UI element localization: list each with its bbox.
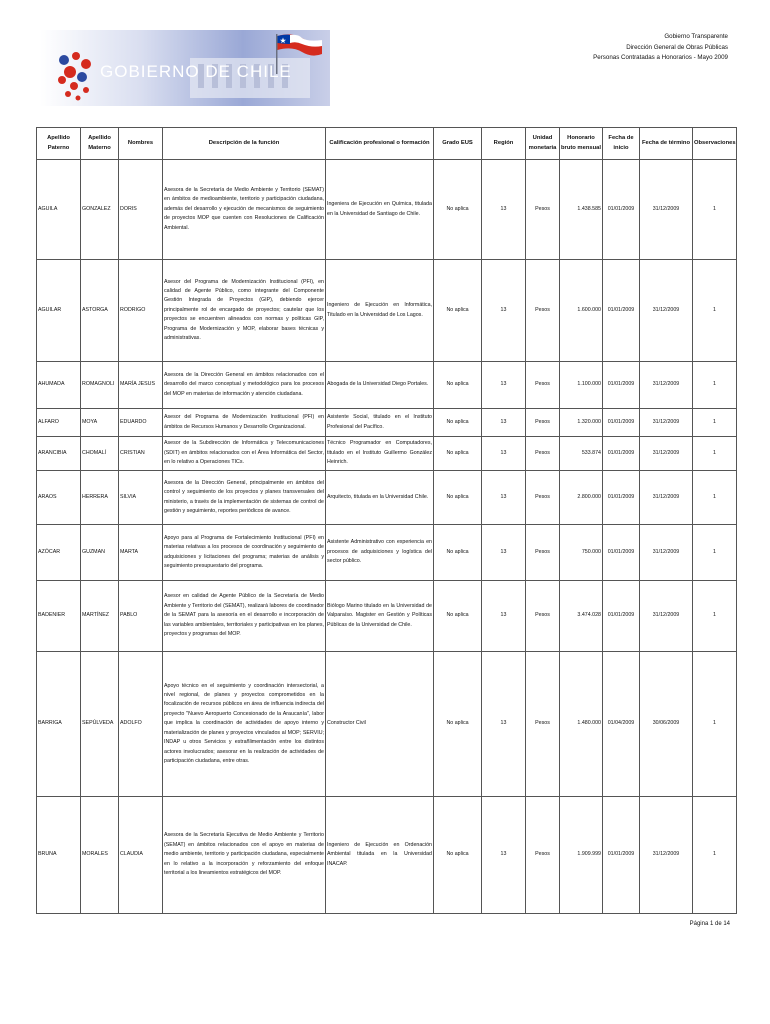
fecha-inicio-cell: 01/01/2009 [603,362,640,409]
honorario-cell: 1.100.000 [560,362,603,409]
calificacion-cell: Arquitecto, titulada en la Universidad Chile. [326,471,434,525]
grado-cell: No aplica [434,260,482,362]
apellido-materno-cell: GUZMAN [81,525,119,581]
column-header: Descripción de la función [163,128,326,160]
table-row [37,260,737,362]
region-cell: 13 [482,362,526,409]
honorario-cell: 3.474.028 [560,581,603,652]
honorario-cell: 1.320.000 [560,409,603,437]
observaciones-cell: 1 [693,581,737,652]
column-header: Fecha de inicio [603,128,640,160]
funcion-cell: Asesora de la Secretaría de Medio Ambiente y Territorio (SEMAT) en ámbitos de medioambiente, territorio y participación ciudadana, además del desarrollo y ejecución de mecanismos de seguimiento de proyectos MOP que cuenten con Resoluciones de Calificación Ambiental. [163,160,326,260]
unidad-cell: Pesos [526,525,560,581]
honorario-cell: 750.000 [560,525,603,581]
fecha-termino-cell: 31/12/2009 [640,362,693,409]
calificacion-cell: Constructor Civil [326,652,434,797]
column-header: Unidad monetaria [526,128,560,160]
calificacion-cell: Ingeniero de Ejecución en Ordenación Ambiental titulada en la Universidad INACAP. [326,797,434,914]
observaciones-cell: 1 [693,260,737,362]
observaciones-cell: 1 [693,362,737,409]
funcion-cell: Asesor del Programa de Modernización Institucional (PFI) en ámbitos de Recursos Humanos y Desarrollo Organizacional. [163,409,326,437]
apellido-materno-cell: ROMAGNOLI [81,362,119,409]
apellido-materno-cell: CHOMALÍ [81,437,119,471]
fecha-inicio-cell: 01/01/2009 [603,437,640,471]
nombres-cell: ADOLFO [119,652,163,797]
table-row [37,437,737,471]
nombres-cell: EDUARDO [119,409,163,437]
grado-cell: No aplica [434,160,482,260]
observaciones-cell: 1 [693,471,737,525]
header-row [37,128,737,160]
column-header: Calificación profesional o formación [326,128,434,160]
observaciones-cell: 1 [693,525,737,581]
region-cell: 13 [482,160,526,260]
grado-cell: No aplica [434,525,482,581]
nombres-cell: DORIS [119,160,163,260]
fecha-inicio-cell: 01/01/2009 [603,525,640,581]
honorario-cell: 533.874 [560,437,603,471]
honorario-cell: 2.800.000 [560,471,603,525]
column-header: Apellido Materno [81,128,119,160]
funcion-cell: Apoyo para al Programa de Fortalecimiento Institucional (PFI) en materias relativas a los procesos de coordinación y seguimiento de adquisiciones y licitaciones del programa; materias de análisis y seguimiento presupuestario del programa. [163,525,326,581]
apellido-materno-cell: MORALES [81,797,119,914]
column-header: Nombres [119,128,163,160]
fecha-termino-cell: 31/12/2009 [640,260,693,362]
nombres-cell: CLAUDIA [119,797,163,914]
apellido-materno-cell: MOYA [81,409,119,437]
grado-cell: No aplica [434,437,482,471]
region-cell: 13 [482,260,526,362]
fecha-inicio-cell: 01/01/2009 [603,160,640,260]
calificacion-cell: Abogada de la Universidad Diego Portales. [326,362,434,409]
column-header: Honorario bruto mensual [560,128,603,160]
unidad-cell: Pesos [526,437,560,471]
logo-text: GOBIERNO DE CHILE [100,62,292,81]
fecha-termino-cell: 31/12/2009 [640,525,693,581]
personnel-table [36,127,737,914]
header-line-3: Personas Contratadas a Honorarios - Mayo 2009 [593,54,728,61]
region-cell: 13 [482,471,526,525]
nombres-cell: PABLO [119,581,163,652]
observaciones-cell: 1 [693,437,737,471]
unidad-cell: Pesos [526,409,560,437]
apellido-materno-cell: MARTÍNEZ [81,581,119,652]
funcion-cell: Asesora de la Secretaría Ejecutiva de Medio Ambiente y Territorio (SEMAT) en ámbitos relacionados con el apoyo en materias de medio ambiente, territorio y participación ciudadana, especialmente en lo relativo a la incorporación y reforzamiento del enfoque territorial a los lineamientos estratégicos del MOP. [163,797,326,914]
unidad-cell: Pesos [526,581,560,652]
honorario-cell: 1.438.585 [560,160,603,260]
fecha-inicio-cell: 01/04/2009 [603,652,640,797]
fecha-inicio-cell: 01/01/2009 [603,409,640,437]
column-header: Región [482,128,526,160]
nombres-cell: RODRIGO [119,260,163,362]
table-row [37,525,737,581]
header-line-1: Gobierno Transparente [664,33,728,40]
calificacion-cell: Biólogo Marino titulado en la Universidad de Valparaíso. Magister en Gestión y Políticas Públicas de la Universidad de Chile. [326,581,434,652]
unidad-cell: Pesos [526,260,560,362]
fecha-termino-cell: 30/06/2009 [640,652,693,797]
funcion-cell: Asesora de la Dirección General en ámbitos relacionados con el desarrollo del marco conceptual y metodológico para los procesos del MOP en materias de información y atención ciudadana. [163,362,326,409]
table-body [37,160,737,914]
header-line-2: Dirección General de Obras Públicas [626,43,728,51]
nombres-cell: MARÍA JESUS [119,362,163,409]
unidad-cell: Pesos [526,160,560,260]
table-row [37,160,737,260]
nombres-cell: MARTA [119,525,163,581]
fecha-inicio-cell: 01/01/2009 [603,471,640,525]
grado-cell: No aplica [434,581,482,652]
funcion-cell: Asesor en calidad de Agente Público de la Secretaría de Medio Ambiente y Territorio del (SEMAT), realizará labores de coordinador de la SEMAT para la asesoría en el desarrollo e incorporación de las variables ambientales, territoriales y participativas en los planes, proyectos y programas del MOP. [163,581,326,652]
apellido-materno-cell: ASTORGA [81,260,119,362]
fecha-inicio-cell: 01/01/2009 [603,260,640,362]
grado-cell: No aplica [434,652,482,797]
apellido-materno-cell: SEPÚLVEDA [81,652,119,797]
fecha-inicio-cell: 01/01/2009 [603,581,640,652]
apellido-paterno-cell: AGUILAR [37,260,81,362]
region-cell: 13 [482,581,526,652]
funcion-cell: Asesor de la Subdirección de Informática y Telecomunicaciones (SDIT) en ámbitos relacionados con el Área Informática del Sector, en lo relativo a Operaciones TICs. [163,437,326,471]
table-row [37,362,737,409]
observaciones-cell: 1 [693,652,737,797]
column-header: Apellido Paterno [37,128,81,160]
fecha-inicio-cell: 01/01/2009 [603,797,640,914]
apellido-paterno-cell: BADENIER [37,581,81,652]
grado-cell: No aplica [434,409,482,437]
column-header: Fecha de término [640,128,693,160]
funcion-cell: Apoyo técnico en el seguimiento y coordinación intersectorial, a nivel regional, de planes y proyectos comprometidos en la focalización de recursos públicos en área de influencia indirecta del proyecto "Nuevo Aeropuerto Concesionado de la Araucanía", labor que implica la coordinación de actividades de apoyo interno y materialización de planes y proyectos vinculados al MOP; SERVIU; INDAP u otros Servicios y estrañlimentación entre los distintos actores involucrados; asesorar en la realización de actividades de participación ciudadana, entre otras. [163,652,326,797]
unidad-cell: Pesos [526,362,560,409]
calificacion-cell: Ingeniero de Ejecución en Informática, Titulado en la Universidad de Los Lagos. [326,260,434,362]
page-number: Página 1 de 14 [689,921,730,927]
apellido-paterno-cell: AGUILA [37,160,81,260]
table-row [37,409,737,437]
unidad-cell: Pesos [526,652,560,797]
fecha-termino-cell: 31/12/2009 [640,437,693,471]
apellido-materno-cell: HERRERA [81,471,119,525]
honorario-cell: 1.600.000 [560,260,603,362]
column-header: Grado EUS [434,128,482,160]
unidad-cell: Pesos [526,471,560,525]
apellido-paterno-cell: ARAOS [37,471,81,525]
grado-cell: No aplica [434,362,482,409]
table-row [37,581,737,652]
fecha-termino-cell: 31/12/2009 [640,409,693,437]
apellido-paterno-cell: ALFARO [37,409,81,437]
funcion-cell: Asesor del Programa de Modernización Institucional (PFI), en calidad de Agente Público, como integrante del Componente Gestión Integrada de Proyectos (GIP), debiendo ejercer principalmente rol de encargado de proyectos; cautelar que los proyectos se encuentren alineados con normas y políticas GIP, Programa de Modernización y MOP, elaborar bases técnicas y administrativas. [163,260,326,362]
apellido-paterno-cell: BARRIGA [37,652,81,797]
calificacion-cell: Asistente Social, titulado en el Instituto Profesional del Pacífico. [326,409,434,437]
apellido-paterno-cell: AHUMADA [37,362,81,409]
fecha-termino-cell: 31/12/2009 [640,160,693,260]
apellido-paterno-cell: ARANCIBIA [37,437,81,471]
region-cell: 13 [482,652,526,797]
observaciones-cell: 1 [693,409,737,437]
observaciones-cell: 1 [693,160,737,260]
observaciones-cell: 1 [693,797,737,914]
table-row [37,797,737,914]
region-cell: 13 [482,409,526,437]
grado-cell: No aplica [434,471,482,525]
table-row [37,471,737,525]
table-header [37,128,737,160]
honorario-cell: 1.909.999 [560,797,603,914]
apellido-materno-cell: GONZALEZ [81,160,119,260]
nombres-cell: SILVIA [119,471,163,525]
fecha-termino-cell: 31/12/2009 [640,797,693,914]
fecha-termino-cell: 31/12/2009 [640,581,693,652]
apellido-paterno-cell: AZÓCAR [37,525,81,581]
document-header [593,32,728,64]
region-cell: 13 [482,437,526,471]
calificacion-cell: Técnico Programador en Computadores, titulado en el Instituto Guillermo González Heinrich. [326,437,434,471]
table-row [37,652,737,797]
unidad-cell: Pesos [526,797,560,914]
honorario-cell: 1.480.000 [560,652,603,797]
region-cell: 13 [482,525,526,581]
grado-cell: No aplica [434,797,482,914]
region-cell: 13 [482,797,526,914]
calificacion-cell: Ingeniera de Ejecución en Química, titulada en la Universidad de Santiago de Chile. [326,160,434,260]
calificacion-cell: Asistente Administrativo con experiencia en procesos de adquisiciones y logística del sector público. [326,525,434,581]
fecha-termino-cell: 31/12/2009 [640,471,693,525]
column-header: Observaciones [693,128,737,160]
nombres-cell: CRISTIAN [119,437,163,471]
gobierno-de-chile-logo [40,30,330,106]
apellido-paterno-cell: BRUNA [37,797,81,914]
funcion-cell: Asesora de la Dirección General, principalmente en ámbitos del control y seguimiento de los proyectos y planes transversales del ministerio, a través de la implementación de sistemas de control de gestión y seguimiento, reportes periódicos de avance. [163,471,326,525]
